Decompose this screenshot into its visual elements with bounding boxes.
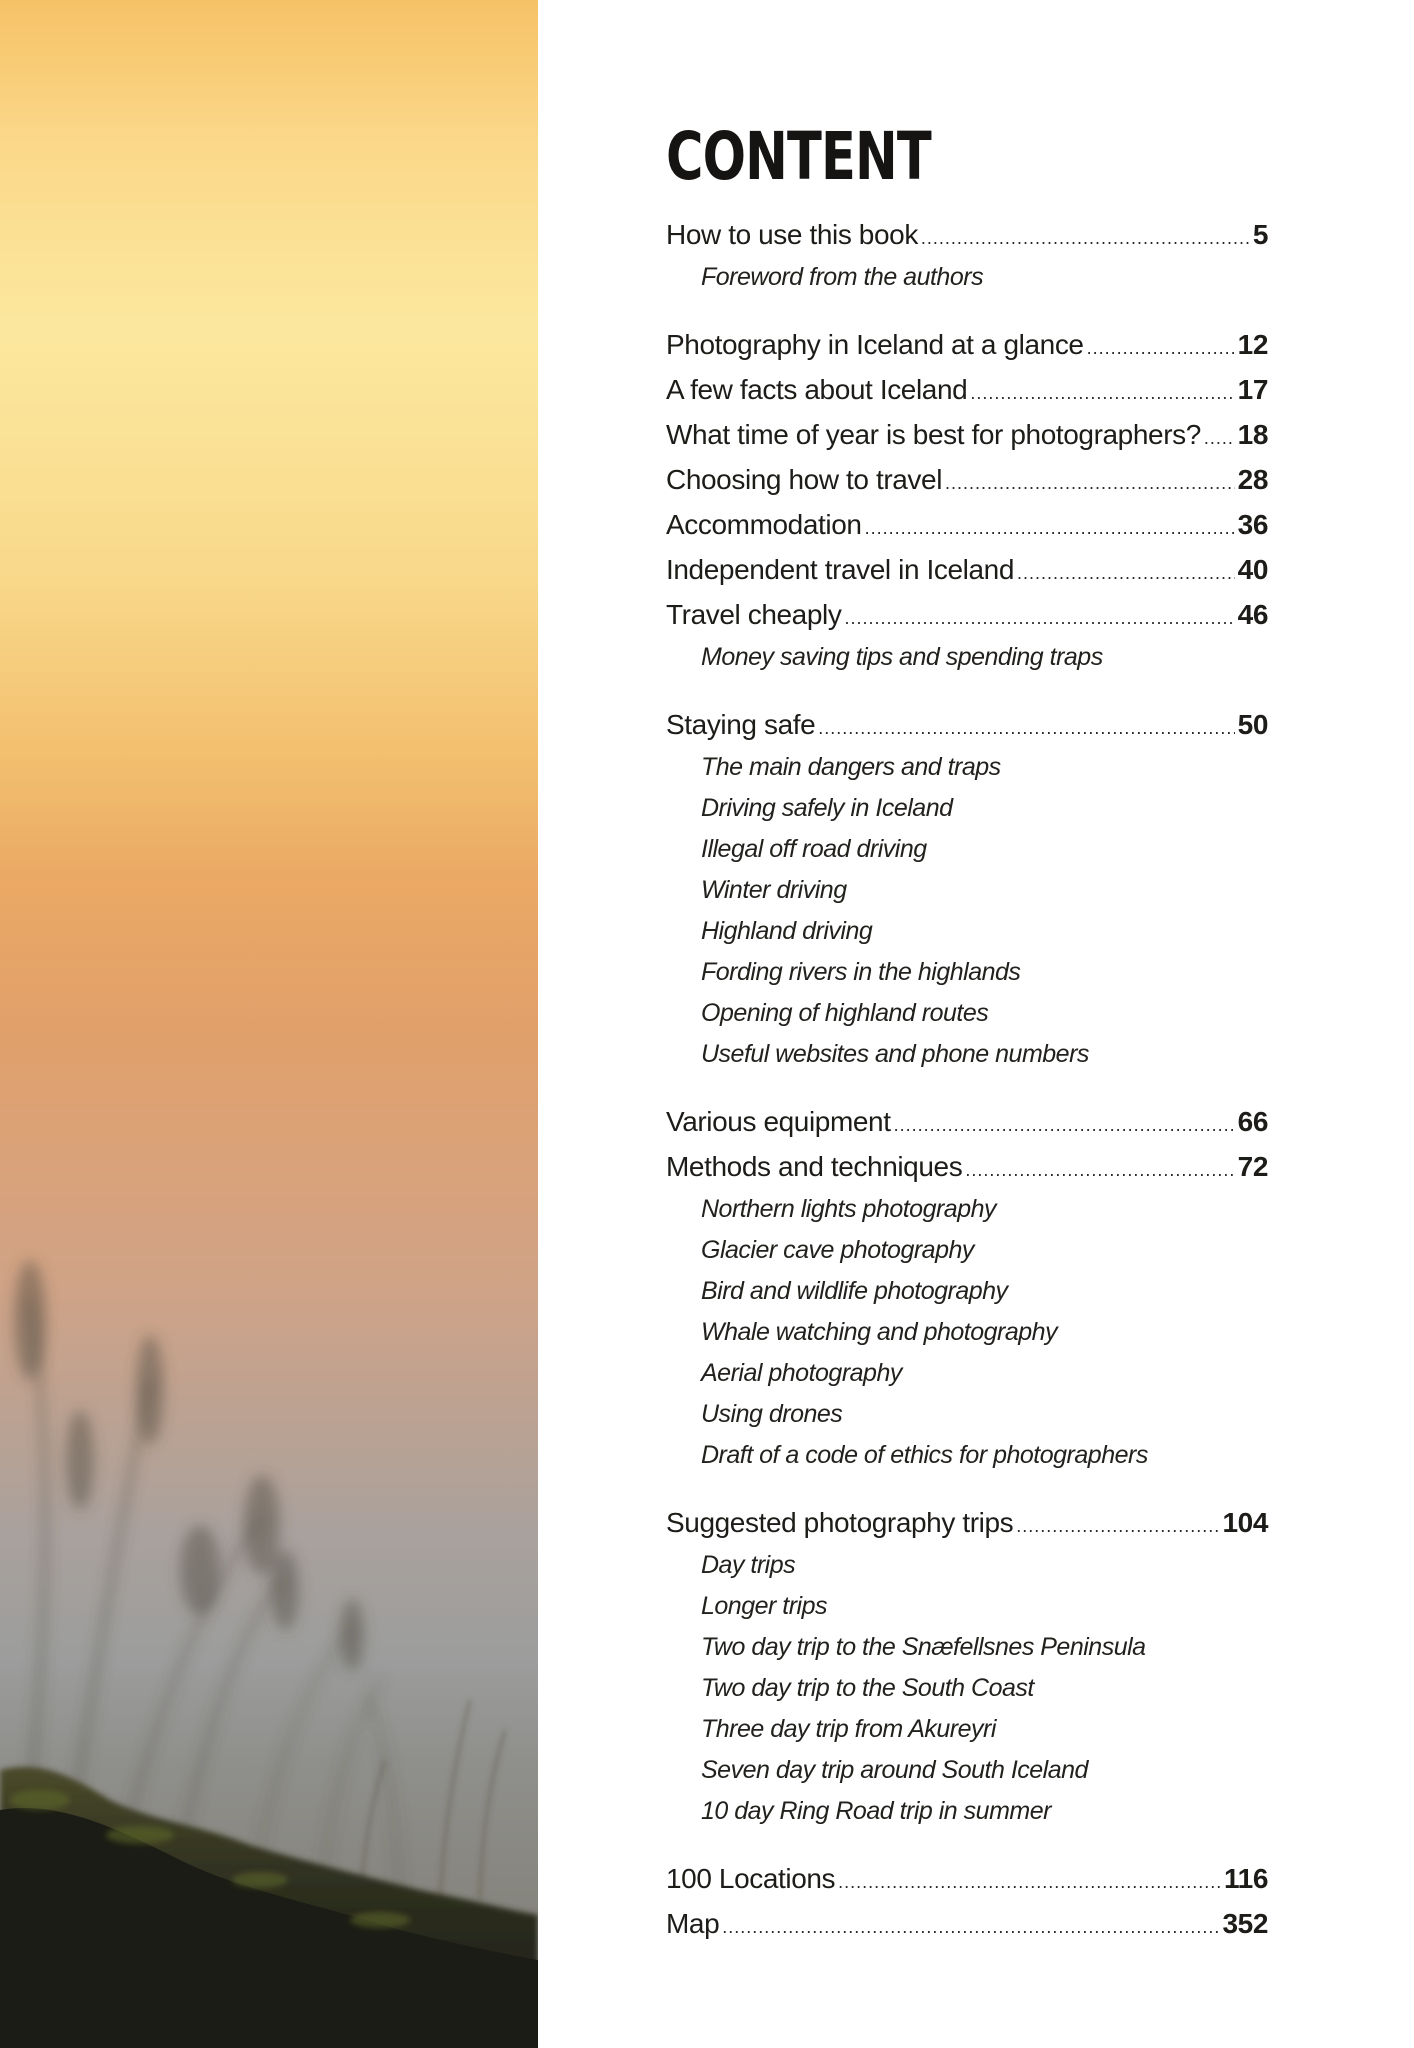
toc-entry[interactable] — [666, 1901, 1268, 1946]
toc-subentry: Three day trip from Akureyri — [701, 1715, 996, 1743]
toc-subentry: Whale watching and photography — [701, 1318, 1058, 1346]
toc-group — [666, 702, 1268, 1075]
toc-entry-label: Suggested photography trips — [666, 1507, 1014, 1538]
toc-entry-label: Choosing how to travel — [666, 464, 943, 495]
toc-subentry: The main dangers and traps — [701, 753, 1001, 781]
dot-leader — [722, 1905, 1219, 1950]
toc-group — [666, 1500, 1268, 1832]
toc-subentry: Two day trip to the South Coast — [701, 1674, 1034, 1702]
toc-group — [666, 322, 1268, 678]
toc-entry[interactable] — [666, 322, 1268, 367]
dot-leader — [818, 706, 1234, 751]
toc-page-number: 116 — [1224, 1863, 1268, 1894]
toc-entry-label: What time of year is best for photographers? — [666, 419, 1201, 450]
toc-subentry: Draft of a code of ethics for photographers — [701, 1441, 1148, 1469]
toc-group — [666, 1099, 1268, 1476]
toc-entry-label: A few facts about Iceland — [666, 374, 968, 405]
toc-entry[interactable] — [666, 592, 1268, 637]
toc-subentry: Driving safely in Iceland — [701, 794, 953, 822]
toc-entry[interactable] — [666, 1500, 1268, 1545]
toc-page-number: 17 — [1237, 374, 1268, 405]
sunset-grass-photo — [0, 0, 538, 2048]
toc-subentry: Winter driving — [701, 876, 847, 904]
toc-subentry: Day trips — [701, 1551, 796, 1579]
toc-subentry: Bird and wildlife photography — [701, 1277, 1008, 1305]
toc-entry-label: Photography in Iceland at a glance — [666, 329, 1084, 360]
toc-entry[interactable] — [666, 212, 1268, 257]
toc-page-number: 40 — [1237, 554, 1268, 585]
toc-subentry: Fording rivers in the highlands — [701, 958, 1021, 986]
dot-leader — [1204, 416, 1235, 461]
toc-group — [666, 1856, 1268, 1946]
toc-subentry: Longer trips — [701, 1592, 828, 1620]
toc-subentry: Opening of highland routes — [701, 999, 989, 1027]
toc-subentry: Two day trip to the Snæfellsnes Peninsula — [701, 1633, 1146, 1661]
toc-entry[interactable] — [666, 547, 1268, 592]
toc-entry[interactable] — [666, 367, 1268, 412]
toc-subentry: Useful websites and phone numbers — [701, 1040, 1089, 1068]
toc-entry-label: Travel cheaply — [666, 599, 842, 630]
toc-entry-label: 100 Locations — [666, 1863, 836, 1894]
dot-leader — [1087, 326, 1235, 371]
dot-leader — [838, 1860, 1221, 1905]
toc-entry[interactable] — [666, 702, 1268, 747]
dot-leader — [1017, 551, 1235, 596]
grass-silhouette — [0, 0, 538, 2048]
dot-leader — [865, 506, 1235, 551]
dot-leader — [1016, 1504, 1219, 1549]
dot-leader — [970, 371, 1234, 416]
toc-subentry: Illegal off road driving — [701, 835, 927, 863]
toc-subentry: Money saving tips and spending traps — [701, 643, 1103, 671]
toc-subentry: Northern lights photography — [701, 1195, 997, 1223]
toc-entry[interactable] — [666, 1099, 1268, 1144]
toc-subentry: Aerial photography — [701, 1359, 902, 1387]
toc-entry-label: Various equipment — [666, 1106, 891, 1137]
toc-entry[interactable] — [666, 412, 1268, 457]
toc-subentry: Seven day trip around South Iceland — [701, 1756, 1088, 1784]
toc-page-number: 66 — [1237, 1106, 1268, 1137]
toc-subentry: Foreword from the authors — [701, 263, 984, 291]
toc-subentry: Glacier cave photography — [701, 1236, 974, 1264]
toc-page-number: 5 — [1252, 219, 1268, 250]
toc-page-number: 72 — [1237, 1151, 1268, 1182]
toc-page-number: 12 — [1237, 329, 1268, 360]
toc-subentry: 10 day Ring Road trip in summer — [701, 1797, 1051, 1825]
dot-leader — [945, 461, 1235, 506]
toc-entry-label: Staying safe — [666, 709, 816, 740]
toc-entry[interactable] — [666, 457, 1268, 502]
toc-page-number: 104 — [1222, 1507, 1268, 1538]
toc-page-number: 352 — [1222, 1908, 1268, 1939]
toc-subentry: Using drones — [701, 1400, 843, 1428]
toc-entry-label: Methods and techniques — [666, 1151, 963, 1182]
page-title: CONTENT — [666, 118, 931, 195]
table-of-contents — [666, 118, 1268, 1970]
dot-leader — [844, 596, 1234, 641]
dot-leader — [965, 1148, 1234, 1193]
toc-page-number: 46 — [1237, 599, 1268, 630]
toc-entry-label: Independent travel in Iceland — [666, 554, 1014, 585]
toc-entry[interactable] — [666, 1144, 1268, 1189]
toc-subentry: Highland driving — [701, 917, 873, 945]
toc-page-number: 18 — [1237, 419, 1268, 450]
dot-leader — [894, 1103, 1235, 1148]
dot-leader — [921, 216, 1250, 261]
toc-group — [666, 212, 1268, 298]
toc-entry-label: Accommodation — [666, 509, 862, 540]
toc-entry-label: Map — [666, 1908, 720, 1939]
toc-entry[interactable] — [666, 1856, 1268, 1901]
toc-entry[interactable] — [666, 502, 1268, 547]
toc-entry-label: How to use this book — [666, 219, 918, 250]
toc-page-number: 36 — [1237, 509, 1268, 540]
toc-page-number: 50 — [1237, 709, 1268, 740]
toc-page-number: 28 — [1237, 464, 1268, 495]
